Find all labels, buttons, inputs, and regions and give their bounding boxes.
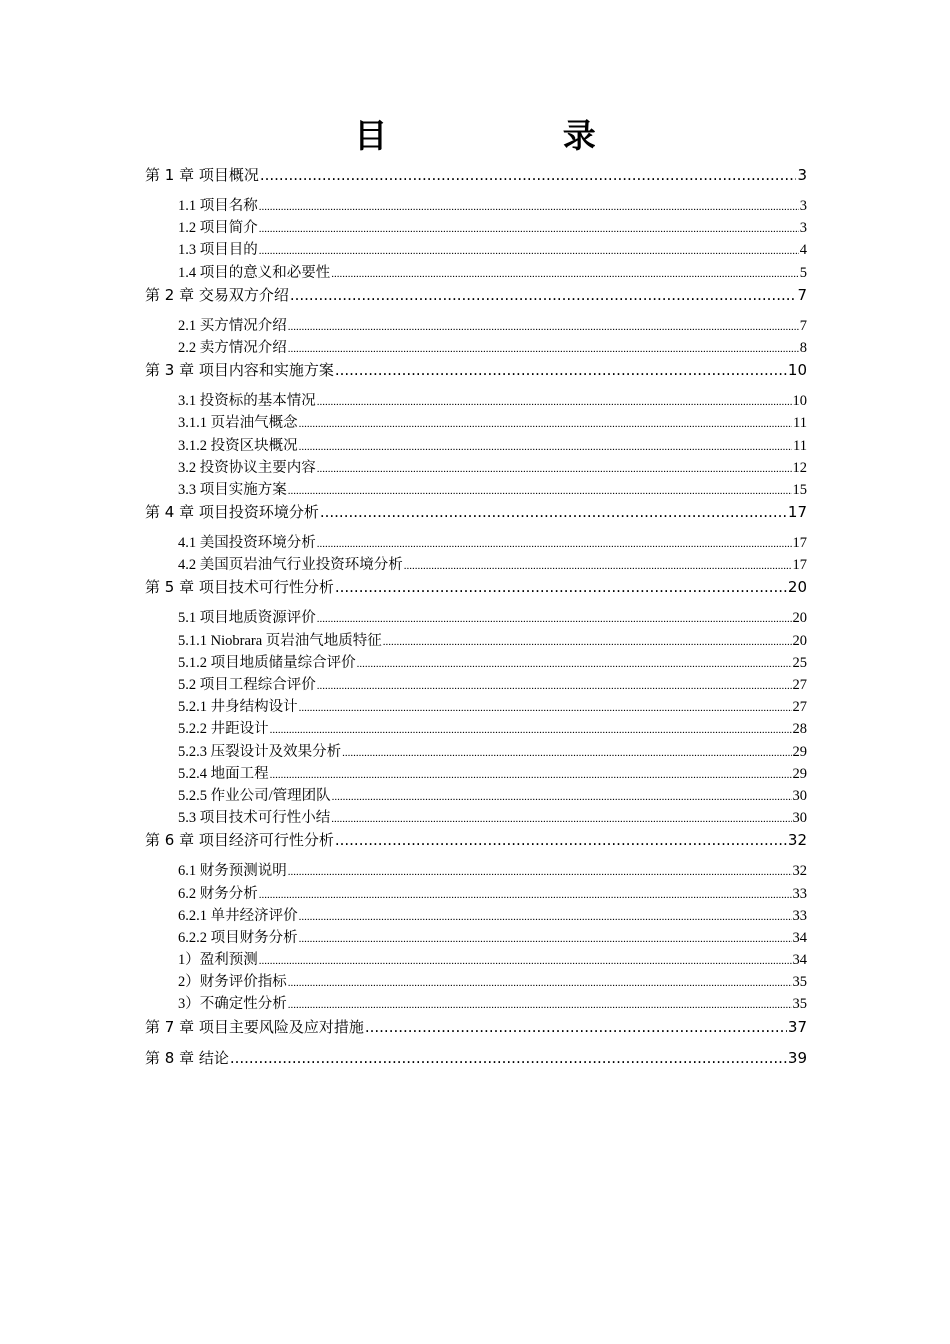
- dot-leader: [332, 786, 792, 808]
- toc-entry-label: 6.2.2 项目财务分析: [178, 929, 298, 946]
- dot-leader: [299, 413, 792, 435]
- dot-leader: [299, 697, 792, 719]
- toc-entry-label: 第 4 章 项目投资环境分析: [145, 503, 319, 522]
- toc-entry-label: 5.1.2 项目地质储量综合评价: [178, 654, 356, 671]
- toc-section-entry[interactable]: [145, 337, 807, 359]
- toc-chapter-entry[interactable]: [145, 284, 807, 307]
- toc-entry-label: 1.4 项目的意义和必要性: [178, 264, 331, 281]
- toc-section-entry[interactable]: [145, 763, 807, 785]
- toc-entry-label: 2.2 卖方情况介绍: [178, 339, 287, 356]
- toc-page-number: 5: [799, 264, 807, 281]
- toc-section-entry[interactable]: [145, 741, 807, 763]
- toc-page-number: 4: [799, 242, 807, 259]
- toc-page-number: 33: [792, 907, 807, 924]
- toc-section-entry[interactable]: [145, 971, 807, 993]
- toc-page-number: 17: [792, 535, 807, 552]
- toc-section-entry[interactable]: [145, 532, 807, 554]
- toc-section-entry[interactable]: [145, 195, 807, 217]
- toc-page-number: 30: [792, 810, 807, 827]
- toc-chapter-entry[interactable]: [145, 576, 807, 599]
- toc-page-number: 3: [799, 198, 807, 214]
- toc-page-number: 11: [793, 437, 807, 454]
- toc-page-number: 32: [787, 831, 807, 850]
- toc-page-number: 27: [792, 677, 807, 693]
- dot-leader: [288, 480, 792, 502]
- toc-page-number: 34: [792, 952, 807, 969]
- toc-entry-label: 5.2.5 作业公司/管理团队: [178, 787, 331, 804]
- toc-page-number: 3: [797, 166, 807, 184]
- toc-page-number: 20: [787, 578, 807, 597]
- toc-page-number: 8: [799, 339, 807, 356]
- toc-section-entry[interactable]: [145, 457, 807, 479]
- toc-section-entry[interactable]: [145, 905, 807, 927]
- toc-page-number: 27: [792, 699, 807, 716]
- dot-leader: [317, 533, 792, 555]
- dot-leader: [288, 861, 792, 883]
- toc-section-entry[interactable]: [145, 993, 807, 1015]
- dot-leader: [335, 576, 787, 599]
- toc-chapter-entry[interactable]: [145, 1016, 807, 1039]
- toc-page-number: 17: [787, 503, 807, 522]
- toc-entry-label: 第 3 章 项目内容和实施方案: [145, 361, 334, 380]
- toc-section-entry[interactable]: [145, 674, 807, 696]
- toc-chapter-entry[interactable]: [145, 359, 807, 382]
- toc-section-entry[interactable]: [145, 607, 807, 629]
- dot-leader: [290, 284, 797, 307]
- toc-entry-label: 5.2 项目工程综合评价: [178, 677, 316, 693]
- dot-leader: [404, 555, 792, 577]
- toc-page-number: 7: [799, 317, 807, 334]
- dot-leader: [288, 316, 799, 338]
- toc-page-number: 3: [799, 220, 807, 237]
- toc-title: 目 录: [354, 116, 678, 155]
- toc-entry-label: 第 8 章 结论: [145, 1048, 229, 1067]
- toc-entry-label: 5.1.1 Niobrara 页岩油气地质特征: [178, 632, 382, 649]
- dot-leader: [383, 631, 792, 653]
- dot-leader: [288, 338, 799, 360]
- toc-entry-label: 3.1 投资标的基本情况: [178, 393, 316, 410]
- toc-section-entry[interactable]: [145, 554, 807, 576]
- toc-section-entry[interactable]: [145, 239, 807, 261]
- toc-page-number: 20: [792, 632, 807, 649]
- toc-chapter-entry[interactable]: [145, 1047, 807, 1070]
- toc-entry-label: 4.1 美国投资环境分析: [178, 535, 316, 552]
- toc-entry-label: 5.2.1 井身结构设计: [178, 699, 298, 716]
- toc-section-entry[interactable]: [145, 217, 807, 239]
- table-of-contents: [145, 164, 807, 1069]
- toc-entry-label: 6.1 财务预测说明: [178, 863, 287, 880]
- toc-page-number: 7: [797, 285, 807, 304]
- dot-leader: [288, 994, 792, 1016]
- dot-leader: [299, 906, 792, 928]
- toc-section-entry[interactable]: [145, 718, 807, 740]
- toc-entry-label: 第 2 章 交易双方介绍: [145, 285, 289, 304]
- toc-entry-label: 5.2.3 压裂设计及效果分析: [178, 743, 342, 760]
- toc-entry-label: 1.1 项目名称: [178, 198, 258, 214]
- toc-section-entry[interactable]: [145, 479, 807, 501]
- toc-page-number: 10: [792, 393, 807, 410]
- dot-leader: [288, 972, 792, 994]
- dot-leader: [259, 884, 792, 906]
- toc-section-entry[interactable]: [145, 630, 807, 652]
- toc-chapter-entry[interactable]: [145, 501, 807, 524]
- toc-page-number: 17: [792, 557, 807, 574]
- toc-page-number: 29: [792, 743, 807, 760]
- toc-section-entry[interactable]: [145, 807, 807, 829]
- toc-page-number: 28: [792, 721, 807, 738]
- toc-section-entry[interactable]: [145, 949, 807, 971]
- dot-leader: [335, 359, 787, 382]
- toc-entry-label: 4.2 美国页岩油气行业投资环境分析: [178, 557, 403, 574]
- toc-chapter-entry[interactable]: [145, 164, 807, 187]
- dot-leader: [357, 653, 792, 675]
- toc-page-number: 15: [792, 481, 807, 498]
- dot-leader: [335, 829, 787, 852]
- toc-entry-label: 第 5 章 项目技术可行性分析: [145, 578, 334, 597]
- dot-leader: [259, 196, 799, 218]
- dot-leader: [317, 391, 792, 413]
- toc-entry-label: 1）盈利预测: [178, 952, 258, 969]
- toc-entry-label: 5.3 项目技术可行性小结: [178, 810, 331, 827]
- dot-leader: [331, 263, 799, 285]
- toc-entry-label: 第 6 章 项目经济可行性分析: [145, 831, 334, 850]
- toc-section-entry[interactable]: [145, 412, 807, 434]
- toc-section-entry[interactable]: [145, 696, 807, 718]
- dot-leader: [259, 950, 792, 972]
- dot-leader: [270, 764, 792, 786]
- toc-page-number: 37: [787, 1017, 807, 1036]
- toc-entry-label: 6.2.1 单井经济评价: [178, 907, 298, 924]
- toc-section-entry[interactable]: [145, 315, 807, 337]
- dot-leader: [317, 458, 792, 480]
- toc-entry-label: 2）财务评价指标: [178, 974, 287, 991]
- dot-leader: [260, 164, 797, 187]
- toc-entry-label: 3.3 项目实施方案: [178, 481, 287, 498]
- toc-page-number: 34: [792, 929, 807, 946]
- dot-leader: [317, 608, 792, 630]
- toc-entry-label: 2.1 买方情况介绍: [178, 317, 287, 334]
- toc-section-entry[interactable]: [145, 652, 807, 674]
- toc-entry-label: 1.2 项目简介: [178, 220, 258, 237]
- dot-leader: [230, 1047, 787, 1070]
- toc-section-entry[interactable]: [145, 262, 807, 284]
- toc-section-entry[interactable]: [145, 785, 807, 807]
- dot-leader: [299, 436, 792, 458]
- toc-page-number: 29: [792, 765, 807, 782]
- dot-leader: [299, 928, 792, 950]
- dot-leader: [259, 240, 799, 262]
- dot-leader: [331, 808, 791, 830]
- dot-leader: [365, 1016, 787, 1039]
- toc-entry-label: 5.2.4 地面工程: [178, 765, 269, 782]
- toc-section-entry[interactable]: [145, 883, 807, 905]
- toc-page-number: 10: [787, 361, 807, 380]
- toc-page-number: 33: [792, 885, 807, 902]
- toc-section-entry[interactable]: [145, 435, 807, 457]
- toc-chapter-entry[interactable]: [145, 829, 807, 852]
- toc-entry-label: 3.2 投资协议主要内容: [178, 459, 316, 476]
- toc-page-number: 20: [792, 610, 807, 627]
- toc-page-number: 35: [792, 974, 807, 991]
- toc-section-entry[interactable]: [145, 390, 807, 412]
- toc-entry-label: 1.3 项目目的: [178, 242, 258, 259]
- toc-entry-label: 第 7 章 项目主要风险及应对措施: [145, 1017, 364, 1036]
- dot-leader: [259, 218, 799, 240]
- toc-page-number: 30: [792, 787, 807, 804]
- toc-page-number: 11: [793, 415, 807, 432]
- toc-section-entry[interactable]: [145, 927, 807, 949]
- toc-entry-label: 5.1 项目地质资源评价: [178, 610, 316, 627]
- toc-page-number: 12: [792, 459, 807, 476]
- toc-entry-label: 5.2.2 井距设计: [178, 721, 269, 738]
- toc-page-number: 39: [787, 1048, 807, 1067]
- dot-leader: [270, 719, 792, 741]
- toc-entry-label: 6.2 财务分析: [178, 885, 258, 902]
- toc-entry-label: 3）不确定性分析: [178, 996, 287, 1013]
- toc-page-number: 32: [792, 863, 807, 880]
- toc-page-number: 25: [792, 654, 807, 671]
- toc-section-entry[interactable]: [145, 860, 807, 882]
- toc-page-number: 35: [792, 996, 807, 1013]
- dot-leader: [342, 742, 791, 764]
- toc-entry-label: 第 1 章 项目概况: [145, 166, 259, 184]
- toc-entry-label: 3.1.1 页岩油气概念: [178, 415, 298, 432]
- dot-leader: [317, 675, 792, 697]
- toc-entry-label: 3.1.2 投资区块概况: [178, 437, 298, 454]
- dot-leader: [320, 501, 787, 524]
